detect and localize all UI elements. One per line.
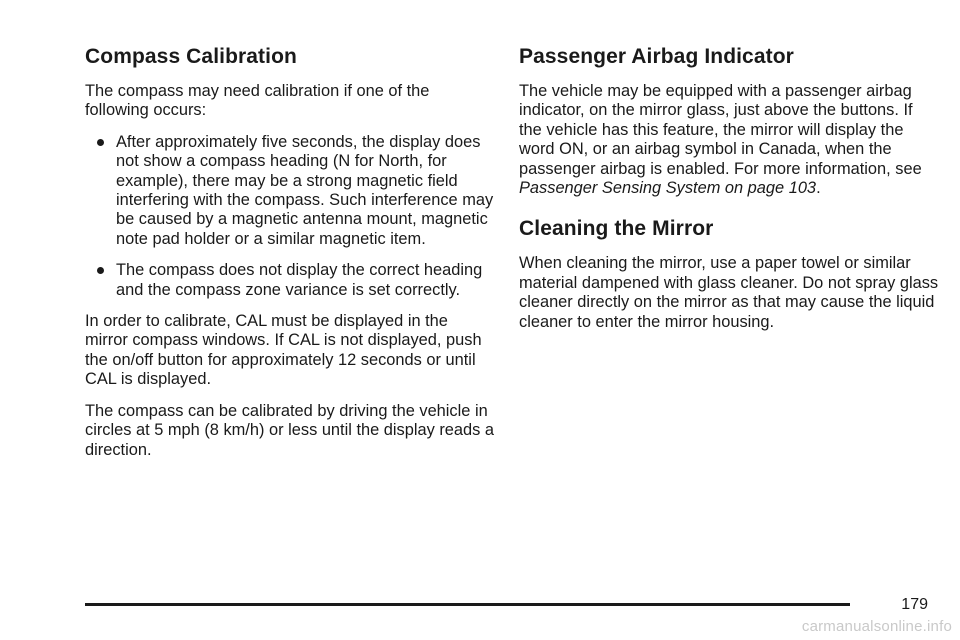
compass-intro-paragraph: The compass may need calibration if one of the following occurs: — [85, 82, 430, 120]
bullet-icon — [97, 139, 104, 146]
passenger-airbag-paragraph — [519, 82, 939, 198]
passenger-sensing-reference-link[interactable]: Passenger Sensing System on page 103 — [519, 179, 817, 198]
compass-calibration-heading: Compass Calibration — [85, 45, 297, 68]
list-item-text: The compass does not display the correct heading and the compass zone variance is set correctly. — [116, 261, 483, 299]
right-column — [519, 44, 939, 344]
footer-divider — [85, 603, 850, 606]
list-item-text: After approximately five seconds, the display does not show a compass heading (N for North, for example), there may be a strong magnetic field interfering with the compass. Such interference may be caused by a magnetic antenna mount, magnetic note pad holder or a similar magnetic item. — [116, 132, 494, 248]
page-number: 179 — [901, 596, 928, 613]
airbag-body-tail: . — [816, 179, 821, 198]
calibrate-instructions-paragraph: In order to calibrate, CAL must be displayed in the mirror compass windows. If CAL is not displayed, push the on/off button for approximately 12 seconds or until CAL is displayed. — [85, 312, 482, 389]
compass-conditions-list — [85, 133, 495, 300]
calibrate-driving-paragraph: The compass can be calibrated by driving the vehicle in circles at 5 mph (8 km/h) or less until the display reads a direction. — [85, 401, 495, 459]
watermark: carmanualsonline.info — [801, 618, 952, 635]
airbag-body-text: The vehicle may be equipped with a passenger airbag indicator, on the mirror glass, just above the buttons. If the vehicle has this feature, the mirror will display the word ON, or an airbag symbol in Canada, when the passenger airbag is enabled. For more information, see — [519, 82, 922, 178]
list-item — [85, 133, 495, 249]
cleaning-mirror-heading: Cleaning the Mirror — [519, 217, 714, 241]
left-column — [85, 44, 495, 472]
bullet-icon — [97, 267, 104, 274]
list-item — [85, 261, 495, 300]
passenger-airbag-heading: Passenger Airbag Indicator — [519, 45, 794, 68]
cleaning-mirror-paragraph: When cleaning the mirror, use a paper towel or similar material dampened with glass cleaner. Do not spray glass cleaner directly on the mirror as that may cause the liquid cleaner to enter the mirror housing. — [519, 254, 939, 331]
